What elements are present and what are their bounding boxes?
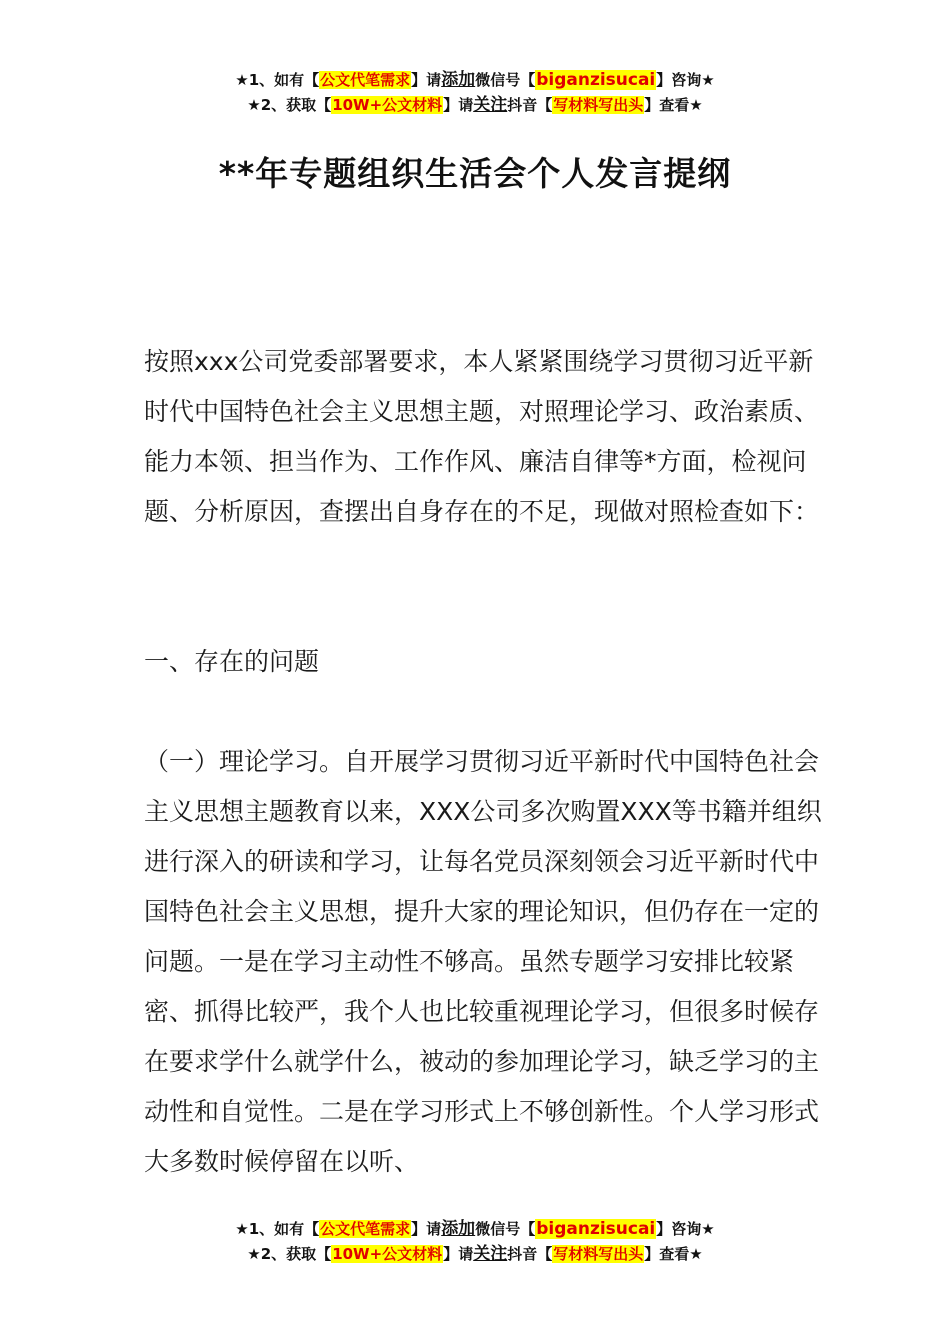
- banner-underlined: 添加: [441, 70, 476, 90]
- banner-line-2: [0, 93, 950, 118]
- banner-highlight: biganzisucai: [536, 1219, 656, 1239]
- banner-text: ★2、获取【: [247, 96, 332, 114]
- banner-text: 】咨询★: [656, 71, 715, 89]
- banner-text: 抖音【: [507, 1245, 553, 1263]
- banner-text: 】请: [443, 96, 474, 114]
- banner-underlined: 添加: [441, 1219, 476, 1239]
- intro-paragraph: 按照xxx公司党委部署要求，本人紧紧围绕学习贯彻习近平新时代中国特色社会主义思想主题，对照理论学习、政治素质、能力本领、担当作为、工作作风、廉洁自律等*方面，检视问题、分析原因，查摆出自身存在的不足，现做对照检查如下：: [144, 347, 820, 526]
- section-heading: 一、存在的问题: [144, 647, 320, 676]
- banner-highlight: 写材料写出头: [553, 96, 644, 114]
- banner-highlight: 公文代笔需求: [320, 71, 411, 89]
- footer-banner: [0, 1217, 950, 1267]
- banner-text: 】请: [443, 1245, 474, 1263]
- banner-highlight: biganzisucai: [536, 70, 656, 90]
- banner-text: 】请: [411, 71, 442, 89]
- banner-text: 抖音【: [507, 96, 553, 114]
- banner-text: ★1、如有【: [235, 1220, 320, 1238]
- banner-text: 微信号【: [475, 71, 536, 89]
- banner-text: 】查看★: [644, 96, 703, 114]
- document-title: **年专题组织生活会个人发言提纲: [218, 154, 732, 193]
- banner-text: 微信号【: [475, 1220, 536, 1238]
- banner-highlight: 10W+公文材料: [332, 1245, 443, 1263]
- banner-line-1: [0, 68, 950, 93]
- banner-text: 】查看★: [644, 1245, 703, 1263]
- banner-highlight: 写材料写出头: [553, 1245, 644, 1263]
- banner-highlight: 公文代笔需求: [320, 1220, 411, 1238]
- banner-line-1: [0, 1217, 950, 1242]
- banner-line-2: [0, 1242, 950, 1267]
- banner-underlined: 关注: [473, 95, 508, 115]
- banner-text: ★2、获取【: [247, 1245, 332, 1263]
- section-paragraph: （一）理论学习。自开展学习贯彻习近平新时代中国特色社会主义思想主题教育以来，XXX公司多次购置XXX等书籍并组织进行深入的研读和学习，让每名党员深刻领会习近平新时代中国特色社会主义思想，提升大家的理论知识，但仍存在一定的问题。一是在学习主动性不够高。虽然专题学习安排比较紧密、抓得比较严，我个人也比较重视理论学习，但很多时候存在要求学什么就学什么，被动的参加理论学习，缺乏学习的主动性和自觉性。二是在学习形式上不够创新性。个人学习形式大多数时候停留在以听、: [144, 747, 822, 1176]
- banner-underlined: 关注: [473, 1244, 508, 1264]
- banner-text: 】咨询★: [656, 1220, 715, 1238]
- banner-text: 】请: [411, 1220, 442, 1238]
- banner-text: ★1、如有【: [235, 71, 320, 89]
- banner-highlight: 10W+公文材料: [332, 96, 443, 114]
- header-banner: [0, 68, 950, 118]
